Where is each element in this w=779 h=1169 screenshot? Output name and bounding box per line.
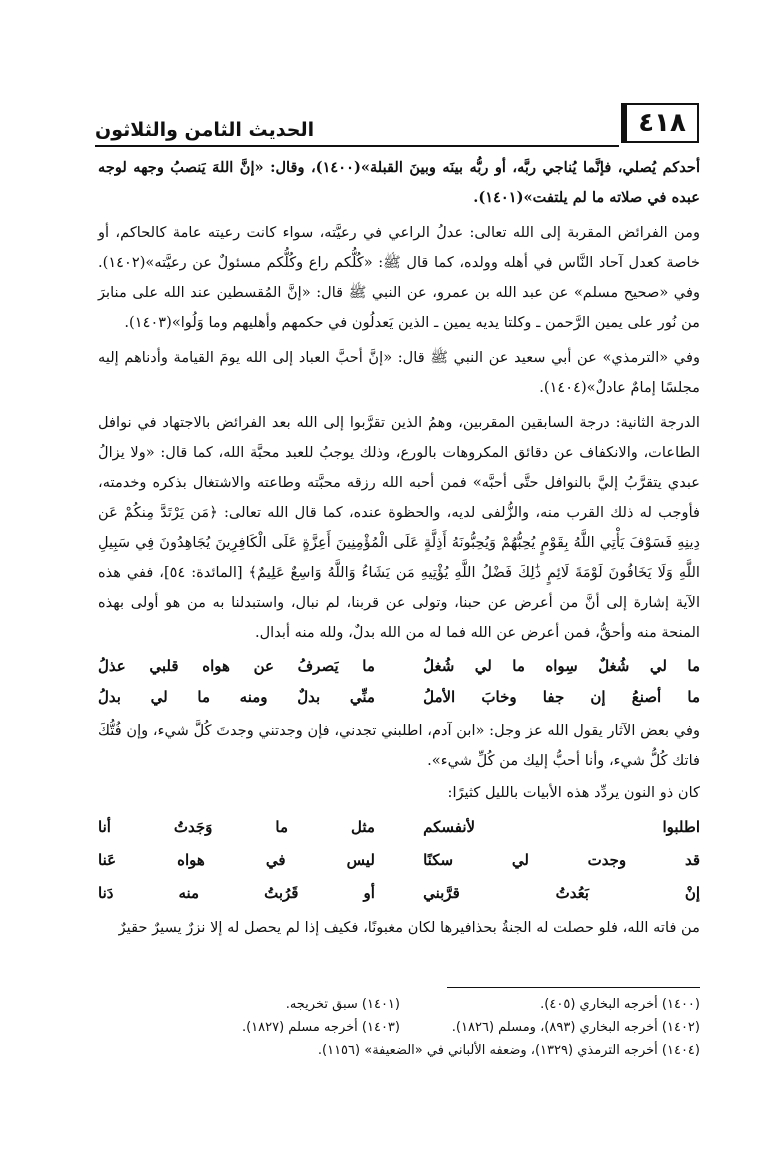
paragraph-4: الدرجة الثانية: درجة السابقين المقربين، وهمُ الذين تقرَّبوا إلى الله بعد الفرائض بالاجتهاد في نوافل الطاعات، والانكفاف عن دقائق المكروهات بالورع، وذلك يوجبُ للعبد محبَّة الله، كما قال: «ولا يزالُ عبدي يتقرَّبُ إليَّ بالنوافل حتَّى أحبَّه» فمن أحبه الله رزقه محبَّته وطاعته والاشتغال بذكره وخدمته، فأوجب له ذلك القرب منه، والزُّلفى لديه، والحظوة عنده، كما قال الله تعالى: ﴿مَن يَرْتَدَّ مِنكُمْ عَن دِينِهِ فَسَوْفَ يَأْتِي اللَّهُ بِقَوْمٍ يُحِبُّهُمْ وَيُحِبُّونَهُ أَذِلَّةٍ عَلَى الْمُؤْمِنِينَ أَعِزَّةٍ عَلَى الْكَافِرِينَ يُجَاهِدُونَ فِي سَبِيلِ اللَّهِ وَلَا يَخَافُونَ لَوْمَةَ لَائِمٍ ذَٰلِكَ فَضْلُ اللَّهِ يُؤْتِيهِ مَن يَشَاءُ وَاللَّهُ وَاسِعٌ عَلِيمٌ﴾ [المائدة: ٥٤]، ففي هذه الآية إشارة إلى أنَّ من أعرض عن حبنا، وتولى عن قربنا، لم نبال، واستبدلنا به من هو أولى بهذه المنحة منه وأحقُّ، فمن أعرض عن الله فما له من الله بدلٌ، ولله منه أبدال. xyxy=(98,414,700,641)
verse xyxy=(98,811,700,844)
footnote-row xyxy=(98,993,700,1016)
footnote-row xyxy=(98,1039,700,1062)
paragraph-5: وفي بعض الآثار يقول الله عز وجل: «ابن آدم، اطلبني تجدني، فإن وجدتني وجدتَ كُلَّ شيء، وإن فُتُّكَ فاتك كُلُّ شيء، وأنا أحبُّ إليك من كُلِّ شيء». xyxy=(98,722,700,769)
hemistich: مثل ما وَجَدتُ أنا xyxy=(98,818,375,836)
paragraph-last: من فاته الله، فلو حصلت له الجنةُ بحذافيرها لكان مغبونًا، فكيف إذا لم يحصل له إلا نزرٌ يسيرٌ حقيرٌ xyxy=(118,919,700,936)
hemistich: قد وجدت لي سكنًا xyxy=(423,851,700,869)
header-rule xyxy=(95,145,619,147)
footnote: (١٤٠٣) أخرجه مسلم (١٨٢٧). xyxy=(241,1020,400,1035)
footnote-rule xyxy=(447,987,700,988)
page-header xyxy=(95,103,699,147)
poem-1 xyxy=(98,651,700,713)
footnote: (١٤٠٤) أخرجه الترمذي (١٣٢٩)، وضعفه الألباني في «الضعيفة» (١١٥٦). xyxy=(317,1043,700,1058)
body-text xyxy=(98,153,700,945)
hemistich: منِّي بدلٌ ومنه ما لي بدلُ xyxy=(98,688,375,706)
poem-2 xyxy=(98,811,700,910)
verse xyxy=(98,844,700,877)
verse xyxy=(98,682,700,713)
footnote: (١٤٠٢) أخرجه البخاري (٨٩٣)، ومسلم (١٨٢٦). xyxy=(451,1020,700,1035)
page-number: ٤١٨ xyxy=(621,103,699,143)
verse xyxy=(98,651,700,682)
hemistich: أو قَرُبتُ منه دَنا xyxy=(98,884,375,902)
hemistich: اطلبوا لأنفسكم xyxy=(423,818,700,836)
chapter-title: الحديث الثامن والثلاثون xyxy=(95,119,315,141)
footnote: (١٤٠١) سبق تخريجه. xyxy=(285,997,400,1012)
hemistich: ما يَصرفُ عن هواه قلبي عذلُ xyxy=(98,657,375,675)
hemistich: ما لي شُغلٌ سِواه ما لي شُغلُ xyxy=(423,657,700,675)
hemistich: ما أصنعُ إن جفا وخابَ الأملُ xyxy=(423,688,700,706)
paragraph-1: أحدكم يُصلي، فإنَّما يُناجي ربَّه، أو ربُّه بينَه وبينَ القبلة»(١٤٠٠)، وقال: «إنَّ اللهَ يَنصبُ وجهه لوجه عبده في صلاته ما لم يلتفت»(١٤٠١). xyxy=(98,159,700,206)
footnotes xyxy=(98,993,700,1062)
hemistich: إنْ بَعُدتُ قرَّبني xyxy=(423,884,700,902)
poem-intro: كان ذو النون يردِّد هذه الأبيات بالليل كثيرًا: xyxy=(447,784,700,801)
footnote-row xyxy=(98,1016,700,1039)
hemistich: ليس في هواه عَنا xyxy=(98,851,375,869)
verse xyxy=(98,877,700,910)
footnote: (١٤٠٠) أخرجه البخاري (٤٠٥). xyxy=(540,997,700,1012)
paragraph-2: ومن الفرائض المقربة إلى الله تعالى: عدلُ الراعي في رعيَّته، سواء كانت رعيته عامة كالحاكم، أو خاصة كعدل آحاد النَّاس في أهله وولده، كما قال ﷺ: «كُلُّكم راع وكُلُّكم مسئولٌ عن رعيَّته»(١٤٠٢). وفي «صحيح مسلم» عن عبد الله بن عمرو، عن النبي ﷺ قال: «إنَّ المُقسطين عند الله على منابرَ من نُور على يمين الرَّحمن ـ وكلتا يديه يمين ـ الذين يَعدلُون في حكمهم وأهليهم وما وَلُوا»(١٤٠٣). xyxy=(98,224,700,331)
paragraph-3: وفي «الترمذي» عن أبي سعيد عن النبي ﷺ قال: «إنَّ أحبَّ العباد إلى الله يومَ القيامة وأدناهم إليه مجلسًا إمامٌ عادلٌ»(١٤٠٤). xyxy=(98,349,700,396)
